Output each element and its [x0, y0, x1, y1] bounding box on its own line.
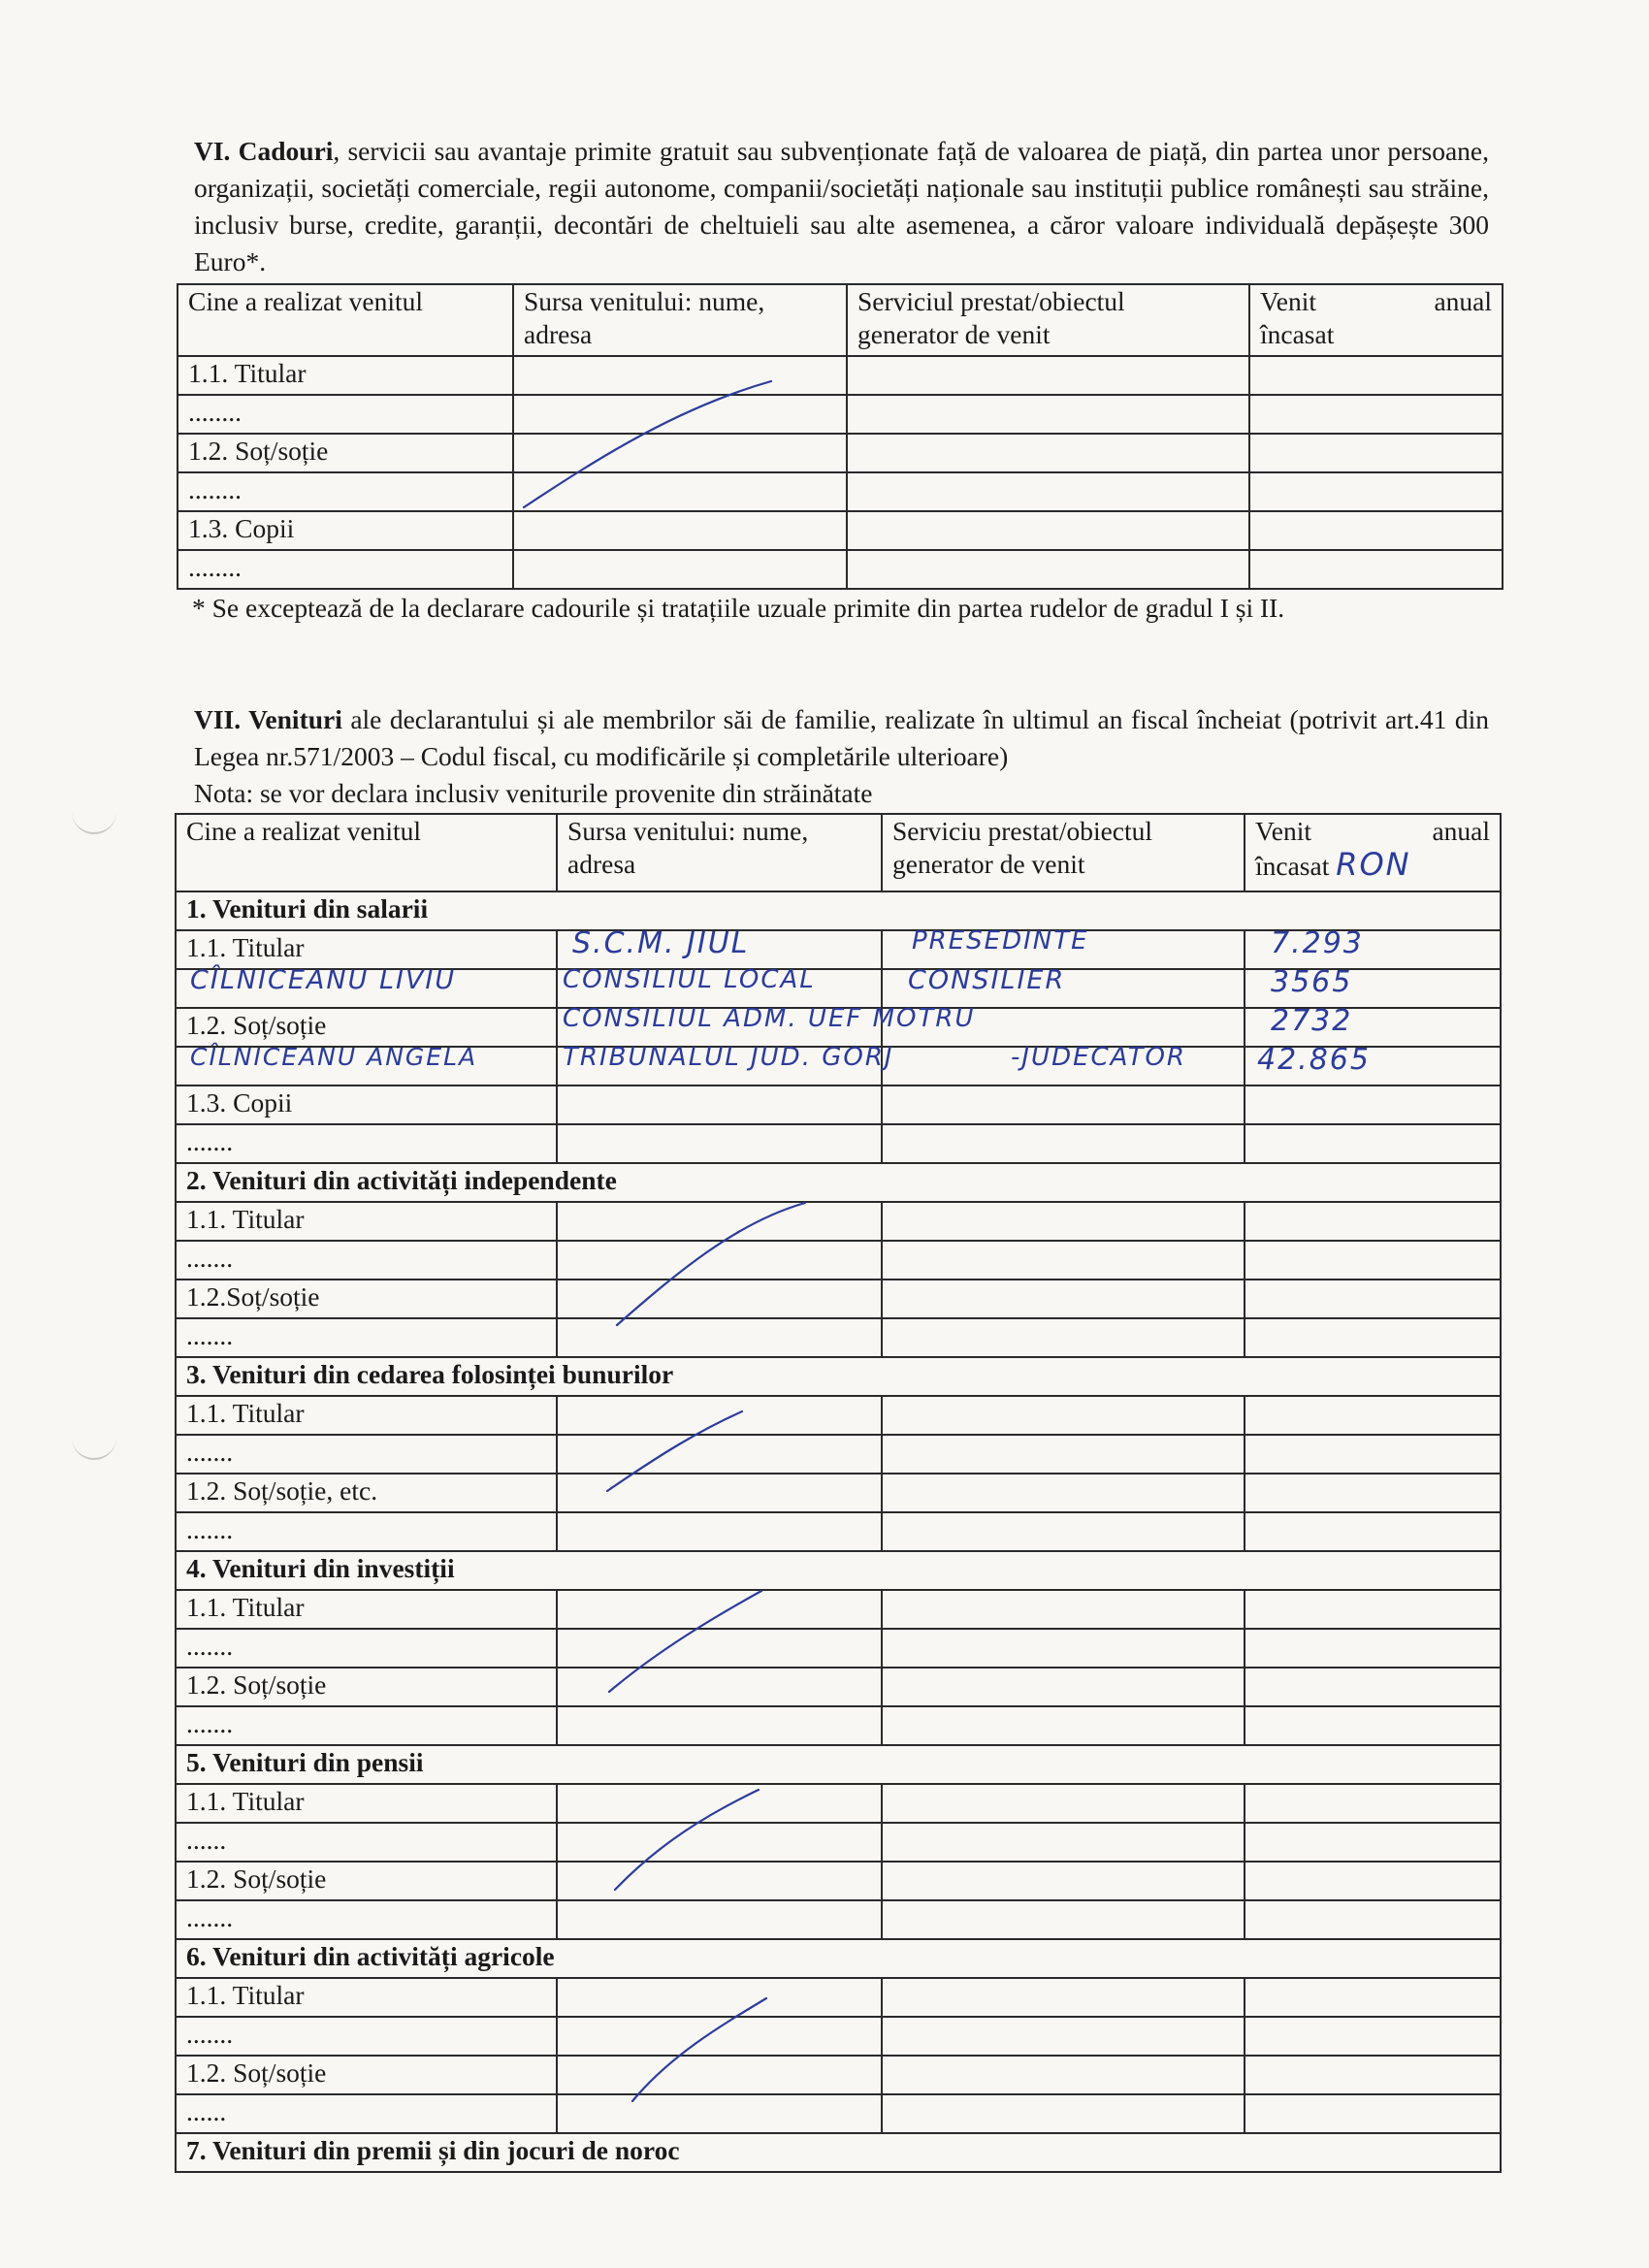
table-row: 1.2. Soț/soție [176, 1668, 1501, 1706]
table-row: ........ [178, 472, 1503, 511]
table-row: ....... [176, 1512, 1501, 1551]
handwritten-amount: 2732 [1271, 1004, 1353, 1038]
table-row: ....... [176, 1900, 1501, 1939]
header-source: Sursa venitului: nume, adresa [557, 814, 882, 891]
section7-intro: ale declarantului și ale membrilor săi de familie, realizate în ultimul an fiscal încheiat (potrivit art.41 din Legea nr.571/2003 – Codul fiscal, cu modificările și completările ulterioare) [194, 704, 1489, 771]
header-income: Venit anual încasat [1249, 284, 1503, 356]
section7-title: VII. Venituri [194, 704, 342, 734]
section7-note: Nota: se vor declara inclusiv veniturile provenite din străinătate [194, 778, 873, 808]
table-row: ....... [176, 1629, 1501, 1668]
table-row: ........ [178, 395, 1503, 434]
table-row: 1.3. Copii [176, 1085, 1501, 1124]
handwritten-source: CONSILIUL LOCAL [563, 965, 816, 994]
table-row: 1.2. Soț/soție [176, 1008, 1501, 1047]
header-source: Sursa venitului: nume, adresa [513, 284, 847, 356]
punch-hole [72, 1431, 116, 1460]
section6-paragraph [194, 133, 1489, 280]
gifts-table [177, 283, 1504, 590]
table-row: ....... [176, 1318, 1501, 1357]
header-income: Venit anual încasat RON [1245, 814, 1501, 891]
table-row: 1.2. Soț/soție [178, 434, 1503, 472]
table-header-row [178, 284, 1503, 356]
table-row: 1.1. Titular [178, 356, 1503, 395]
table-row: 1.2. Soț/soție [176, 2056, 1501, 2094]
section6-intro: , servicii sau avantaje primite gratuit sau subvenționate față de valoarea de piață, din partea unor persoane, organizații, societăți comerciale, regii autonome, companii/societăți naționale sau instituții publice românești sau străine, inclusiv burse, credite, garanții, decontări de cheltuieli sau alte asemenea, a căror valoare individuală depășește 300 Euro*. [194, 136, 1489, 276]
currency-handwritten: RON [1336, 846, 1411, 883]
table-row: ....... [176, 1241, 1501, 1280]
table-row: 1.2. Soț/soție [176, 1862, 1501, 1900]
category-row: 2. Venituri din activități independente [176, 1163, 1501, 1202]
table-row: ....... [176, 1435, 1501, 1474]
header-service: Serviciu prestat/obiectul generator de venit [882, 814, 1245, 891]
section6-title: VI. Cadouri [194, 136, 334, 166]
handwritten-amount: 7.293 [1271, 926, 1364, 960]
handwritten-source: CONSILIUL ADM. UEF MOTRU [563, 1004, 976, 1033]
table-row: 1.1. Titular [176, 1202, 1501, 1241]
handwritten-amount: 42.865 [1257, 1043, 1371, 1077]
handwritten-service: CONSILIER [908, 965, 1066, 995]
table-row: 1.2.Soț/soție [176, 1280, 1501, 1318]
header-service: Serviciul prestat/obiectul generator de venit [847, 284, 1249, 356]
handwritten-name: CÎLNICEANU ANGELA [190, 1043, 478, 1071]
handwritten-service: -JUDECATOR [1011, 1043, 1186, 1072]
table-row: ...... [176, 2094, 1501, 2133]
table-header-row [176, 814, 1501, 891]
table-row: ........ [178, 550, 1503, 589]
handwritten-source: S.C.M. JIUL [572, 926, 750, 960]
category-row: 3. Venituri din cedarea folosinței bunurilor [176, 1357, 1501, 1396]
section7-paragraph [194, 701, 1489, 775]
table-row: ...... [176, 1823, 1501, 1862]
table-row: 1.1. Titular [176, 930, 1501, 969]
header-who: Cine a realizat venitul [178, 284, 513, 356]
table-row: ....... [176, 1706, 1501, 1745]
category-row: 4. Venituri din investiții [176, 1551, 1501, 1590]
category-row: 1. Venituri din salarii [176, 891, 1501, 930]
table-row: 1.3. Copii [178, 511, 1503, 550]
table-row: 1.1. Titular [176, 1978, 1501, 2017]
table-row: ....... [176, 1124, 1501, 1163]
handwritten-amount: 3565 [1271, 965, 1353, 999]
handwritten-name: CÎLNICEANU LIVIU [190, 965, 457, 995]
table-row: 1.1. Titular [176, 1784, 1501, 1823]
category-row: 6. Venituri din activități agricole [176, 1939, 1501, 1978]
table-row: 1.1. Titular [176, 1396, 1501, 1435]
handwritten-service: PRESEDINTE [912, 926, 1089, 956]
punch-hole [72, 805, 116, 834]
handwritten-source: TRIBUNALUL JUD. GORJ [563, 1043, 894, 1072]
section6-footnote: * Se exceptează de la declarare cadourile și tratațiile uzuale primite din partea rudelor de gradul I și II. [192, 593, 1285, 623]
category-row: 5. Venituri din pensii [176, 1745, 1501, 1784]
table-row: 1.1. Titular [176, 1590, 1501, 1629]
header-who: Cine a realizat venitul [176, 814, 557, 891]
table-row: 1.2. Soț/soție, etc. [176, 1474, 1501, 1512]
table-row: ....... [176, 2017, 1501, 2056]
category-row: 7. Venituri din premii și din jocuri de noroc [176, 2133, 1501, 2172]
